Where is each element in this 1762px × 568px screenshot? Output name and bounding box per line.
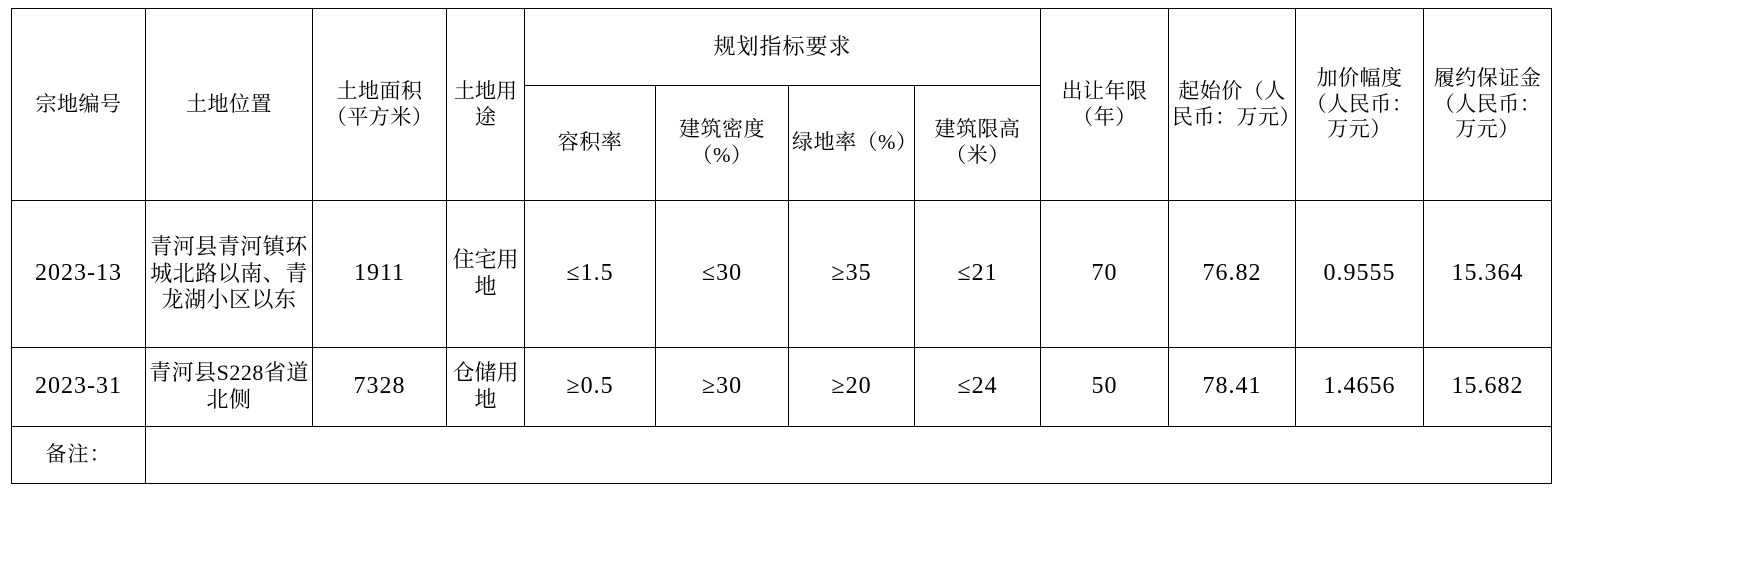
header-start-price: 起始价（人民币：万元） xyxy=(1169,9,1296,201)
header-land-use: 土地用途 xyxy=(447,9,525,201)
header-land-area: 土地面积（平方米） xyxy=(313,9,447,201)
cell-land-area: 7328 xyxy=(313,348,447,427)
header-increment: 加价幅度（人民币：万元） xyxy=(1296,9,1424,201)
table-note-row xyxy=(12,427,1552,484)
cell-parcel-code: 2023-13 xyxy=(12,201,146,348)
note-label: 备注： xyxy=(12,427,146,484)
header-building-density: 建筑密度（%） xyxy=(656,86,789,201)
cell-building-density: ≥30 xyxy=(656,348,789,427)
cell-floor-area-ratio: ≥0.5 xyxy=(525,348,656,427)
cell-height-limit: ≤24 xyxy=(915,348,1041,427)
note-value xyxy=(146,427,1552,484)
cell-land-area: 1911 xyxy=(313,201,447,348)
cell-land-location: 青河县青河镇环城北路以南、青龙湖小区以东 xyxy=(146,201,313,348)
cell-floor-area-ratio: ≤1.5 xyxy=(525,201,656,348)
cell-transfer-years: 50 xyxy=(1041,348,1169,427)
cell-start-price: 78.41 xyxy=(1169,348,1296,427)
cell-increment: 1.4656 xyxy=(1296,348,1424,427)
cell-height-limit: ≤21 xyxy=(915,201,1041,348)
header-green-ratio: 绿地率（%） xyxy=(789,86,915,201)
land-parcel-table xyxy=(11,8,1552,484)
cell-land-use: 住宅用地 xyxy=(447,201,525,348)
header-land-location: 土地位置 xyxy=(146,9,313,201)
table-header-row-top xyxy=(12,9,1552,86)
table-row xyxy=(12,201,1552,348)
header-floor-area-ratio: 容积率 xyxy=(525,86,656,201)
cell-parcel-code: 2023-31 xyxy=(12,348,146,427)
cell-land-location: 青河县S228省道北侧 xyxy=(146,348,313,427)
cell-deposit: 15.364 xyxy=(1424,201,1552,348)
cell-green-ratio: ≥35 xyxy=(789,201,915,348)
table-row xyxy=(12,348,1552,427)
header-deposit: 履约保证金（人民币：万元） xyxy=(1424,9,1552,201)
cell-deposit: 15.682 xyxy=(1424,348,1552,427)
header-parcel-code: 宗地编号 xyxy=(12,9,146,201)
header-planning-group: 规划指标要求 xyxy=(525,9,1041,86)
cell-start-price: 76.82 xyxy=(1169,201,1296,348)
header-height-limit: 建筑限高（米） xyxy=(915,86,1041,201)
cell-building-density: ≤30 xyxy=(656,201,789,348)
cell-transfer-years: 70 xyxy=(1041,201,1169,348)
land-parcel-table-sheet xyxy=(11,8,1551,484)
header-transfer-years: 出让年限（年） xyxy=(1041,9,1169,201)
cell-green-ratio: ≥20 xyxy=(789,348,915,427)
cell-increment: 0.9555 xyxy=(1296,201,1424,348)
cell-land-use: 仓储用地 xyxy=(447,348,525,427)
